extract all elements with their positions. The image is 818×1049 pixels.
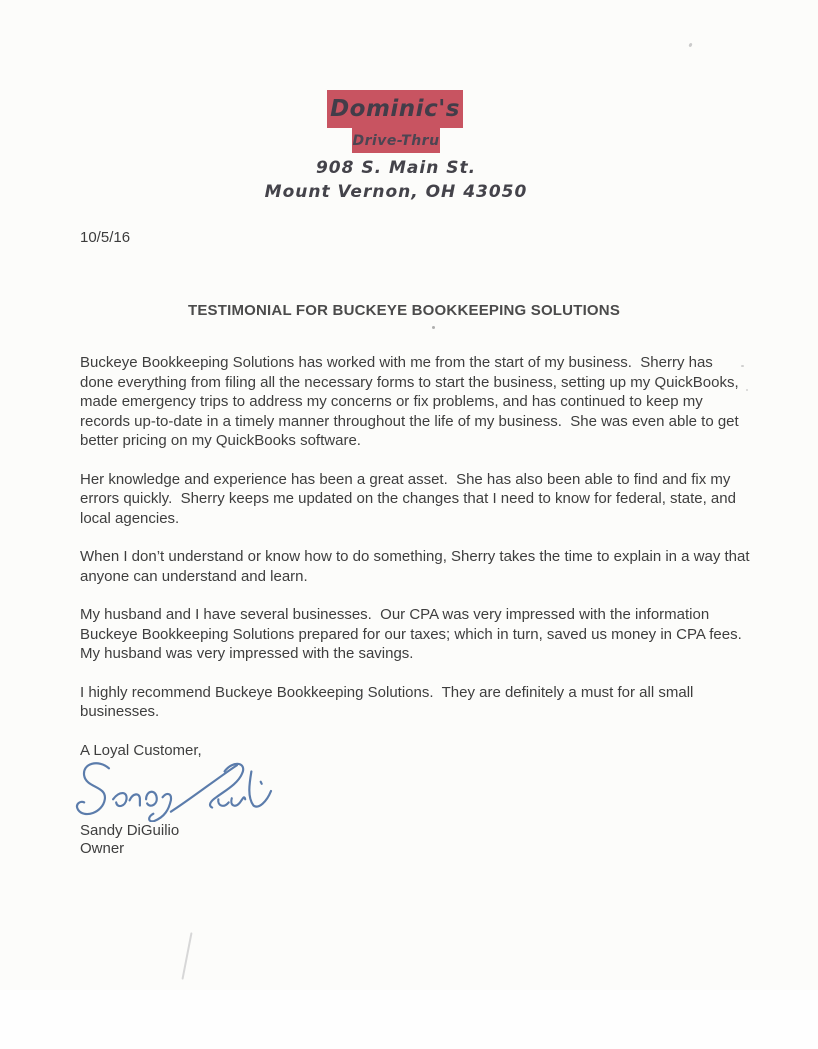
scan-edge xyxy=(0,990,818,1049)
business-type: Drive-Thru xyxy=(352,132,440,149)
address-line-2: Mount Vernon, OH 43050 xyxy=(264,182,528,202)
scan-speck xyxy=(432,326,435,329)
scan-speck xyxy=(688,43,692,48)
handwritten-signature xyxy=(70,758,750,822)
letterhead-logo-top xyxy=(327,90,463,128)
body-paragraph-3: When I don’t understand or know how to do something, Sherry takes the time to explain in a way that anyone can understand and learn. xyxy=(80,548,754,585)
body-paragraph-2: Her knowledge and experience has been a great asset. She has also been able to find and fix my errors quickly. Sherry keeps me updated on the changes that I need to know for federal, state, and local agencies. xyxy=(80,470,741,527)
letter-title: TESTIMONIAL FOR BUCKEYE BOOKKEEPING SOLUTIONS xyxy=(187,302,621,319)
body-paragraph-1: Buckeye Bookkeeping Solutions has worked with me from the start of my business. Sherry has done everything from filing all the necessary forms to start the business, setting up my QuickBooks, made emergency trips to address my concerns or fix problems, and has continued to keep my records up-to-date in a timely manner throughout the life of my business. She was even able to get better pricing on my QuickBooks software. xyxy=(80,354,743,449)
letter-date: 10/5/16 xyxy=(80,229,131,246)
business-name: Dominic's xyxy=(330,96,460,122)
closing-salutation: A Loyal Customer, xyxy=(80,741,202,759)
scan-speck xyxy=(741,365,744,367)
body-paragraph-4: My husband and I have several businesses. Our CPA was very impressed with the information Buckeye Bookkeeping Solutions prepared for our taxes; which in turn, saved us money in CPA fees. My husband was very impressed with the savings. xyxy=(80,606,751,662)
scan-speck xyxy=(746,389,748,391)
letter-body xyxy=(80,353,754,858)
signer-title: Owner xyxy=(80,840,125,857)
signature-ink-icon xyxy=(70,758,280,822)
address-line-1: 908 S. Main St. xyxy=(315,158,477,178)
letterhead-logo-bottom xyxy=(352,128,440,153)
scan-scratch-mark xyxy=(181,932,192,979)
body-paragraph-5: I highly recommend Buckeye Bookkeeping Solutions. They are definitely a must for all small businesses. xyxy=(80,683,698,720)
signer-name: Sandy DiGuilio xyxy=(80,822,180,839)
